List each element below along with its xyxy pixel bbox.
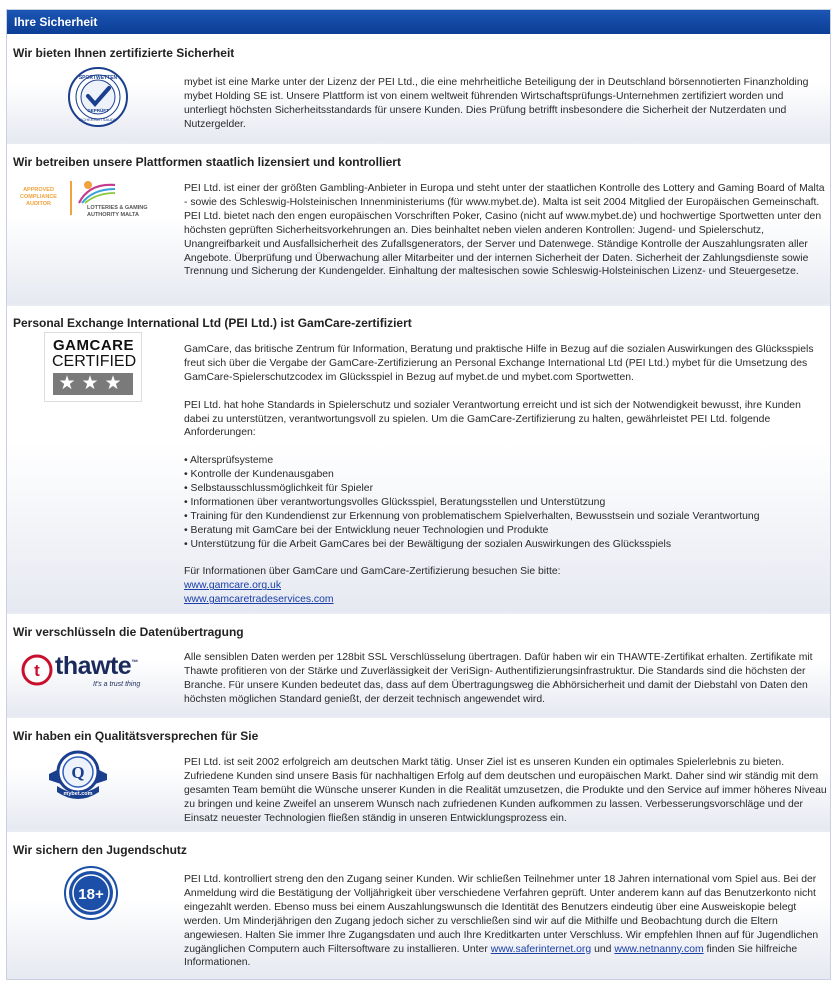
- netnanny-link[interactable]: www.netnanny.com: [614, 943, 704, 955]
- thawte-icon: [21, 652, 161, 692]
- section-text: [184, 76, 827, 132]
- gamcare-stars: ★★★: [53, 373, 133, 395]
- section-title: Wir sichern den Jugendschutz: [13, 843, 187, 857]
- section-title: Personal Exchange International Ltd (PEI Ltd.) ist GamCare-zertifiziert: [13, 316, 412, 330]
- gamcare-link[interactable]: www.gamcare.org.uk: [184, 580, 282, 592]
- mybet-quality-seal-icon: [45, 748, 111, 800]
- seal-mid-text: GEPRÜFT: [87, 108, 109, 113]
- section-text: [184, 873, 827, 970]
- thawte-tagline: It's a trust thing: [93, 681, 141, 688]
- seal-ribbon-text: mybet.com: [63, 791, 93, 797]
- paragraph: PEI Ltd. hat hohe Standards in Spielerschutz und sozialer Verantwortung erreicht und ist sich der Notwendigkeit bewusst, ihre Kunden dabei zu unterstützen, verantwortungsvoll zu spielen. Um die GamCare-Zertifizierung zu halten, gewährleistet PEI Ltd. folgende Anforderungen:: [184, 399, 801, 439]
- section-licensed-platform: [7, 144, 830, 304]
- lgam-text: LOTTERIES & GAMING AUTHORITY MALTA: [87, 205, 148, 218]
- list-item: • Training für den Kundendienst zur Erkennung von problematischem Spielverhalten, Bewusstsein und soziale Verantwortung: [184, 510, 827, 524]
- section-quality-promise: [7, 718, 830, 830]
- paragraph: GamCare, das britische Zentrum für Information, Beratung und praktische Hilfe in Bezug auf die sozialen Auswirkungen des Glücksspiels freut sich über die Vergabe der GamCare-Zertifizierung an Personal Exchange International Ltd (PEI Ltd.) mybet für die Umsetzung des GamCare-Spielerschutzcodex im Glücksspiel in Bezug auf mybet.de und mybet.com Sportwetten.: [184, 344, 814, 383]
- section-certified-security: [7, 34, 830, 142]
- section-youth-protection: [7, 832, 830, 979]
- section-title: Wir haben ein Qualitätsversprechen für Sie: [13, 729, 259, 743]
- certification-seal-icon: [67, 66, 129, 128]
- gamcare-certified-icon: [44, 332, 142, 402]
- list-item: • Selbstausschlussmöglichkeit für Spieler: [184, 482, 827, 496]
- section-title: Wir betreiben unsere Plattformen staatlich lizensiert und kontrolliert: [13, 155, 401, 169]
- age-label: 18+: [78, 886, 104, 903]
- list-item: • Beratung mit GamCare bei der Entwicklung neuer Technologien und Produkte: [184, 524, 827, 538]
- section-title: Wir verschlüsseln die Datenübertragung: [13, 625, 244, 639]
- section-encryption: [7, 614, 830, 716]
- age-18-plus-icon: [63, 865, 119, 921]
- paragraph: PEI Ltd. kontrolliert streng den den Zugang seiner Kunden. Wir schließen Teilnehmer unter 18 Jahren international vom Spiel aus. Bei der Anmeldung wird die Bestätigung der Volljährigkeit über verschiedene Verfahren geprüft. Unter anderem kann auf das Benutzerkonto nicht eingezahlt werden. Ebenso muss bei einem Auszahlungswunsch die Identität des Benutzers eindeutig über eine Ausweiskopie belegt werden. Um Minderjährigen den Zugang jedoch sicher zu verschließen sind wir auf die Mithilfe und Beobachtung durch die Eltern angewiesen. Halten Sie immer Ihre Zugangsdaten und auch Ihre Kreditkarten unter Verschluss. Wir empfehlen Ihnen auf für Jugendlichen zugänglichen Computern auch Filtersoftware zu installieren. Unter www.saferinternet.org und www.netnanny.com finden Sie hilfreiche Informationen.: [184, 874, 819, 969]
- gamcare-line2: CERTIFIED: [52, 353, 137, 370]
- section-gamcare: [7, 306, 830, 612]
- section-text: [184, 651, 827, 707]
- thawte-name: thawte™: [55, 652, 138, 680]
- list-item: • Unterstützung für die Arbeit GamCares bei der Bewältigung der sozialen Auswirkungen des Glücksspiels: [184, 538, 827, 552]
- panel-title: Ihre Sicherheit: [7, 10, 830, 34]
- gamcare-trade-link[interactable]: www.gamcaretradeservices.com: [184, 594, 334, 606]
- approved-auditor-text: APPROVED COMPLIANCE AUDITOR: [20, 187, 57, 207]
- paragraph: Alle sensiblen Daten werden per 128bit SSL Verschlüsselung übertragen. Dafür haben wir ein THAWTE-Zertifikat erhalten. Zertifikate mit Thawte profitieren von der Stärke und Zuverlässigkeit der VeriSign- Authentifizierungsinfrastruktur. Die Standards sind die höchsten der Branche. Für unsere Kunden bedeutet das, dass auf dem Übertragungsweg die Abhörsicherheit und damit der Diebstahl von Daten den höchsten möglichen Standard genießt, der derzeit technisch angewendet wird.: [184, 652, 813, 705]
- list-item: • Informationen über verantwortungsvolles Glücksspiel, Beratungsstellen und Unterstützung: [184, 496, 827, 510]
- gamcare-line1: GAMCARE: [53, 337, 134, 354]
- seal-bottom-text: SICHERHEITSAUDIT: [78, 117, 118, 122]
- section-text: [184, 182, 827, 279]
- list-item: • Altersprüfsysteme: [184, 454, 827, 468]
- section-title: Wir bieten Ihnen zertifizierte Sicherheit: [13, 46, 235, 60]
- security-panel: [6, 9, 831, 980]
- paragraph: mybet ist eine Marke unter der Lizenz der PEI Ltd., die eine mehrheitliche Beteiligung der in Deutschland börsennotierten Finanzholding mybet Holding SE ist. Unsere Plattform ist von einem weltweit führenden Wirtschaftsprüfungs-Unternehmen zertifiziert worden und unterliegt höchsten Sicherheitsstandards für unsere Kunden. Dies Prüfung betrifft insbesondere die Sicherheit der Nutzerdaten und Nutzergelder.: [184, 77, 809, 130]
- lotteries-gaming-authority-malta-icon: [11, 177, 176, 221]
- requirements-list: [184, 454, 827, 551]
- thawte-mark: t: [34, 661, 40, 680]
- gamcare-info: Für Informationen über GamCare und GamCare-Zertifizierung besuchen Sie bitte:: [184, 566, 561, 578]
- malta-swoosh-icon: [77, 179, 117, 205]
- saferinternet-link[interactable]: www.saferinternet.org: [490, 943, 592, 955]
- section-text: [184, 343, 827, 607]
- paragraph: PEI Ltd. ist seit 2002 erfolgreich am deutschen Markt tätig. Unser Ziel ist es unseren Kunden ein optimales Spielerlebnis zu bieten. Zufriedene Kunden sind unsere Basis für nachhaltigen Erfolg auf dem deutschen und europäischen Markt. Daher sind wir ständig mit dem gesamten Team bemüht die Wünsche unserer Kunden in die Realität umzusetzen, die Produkte und den Service auf immer höheres Niveau zu bringen und keine Zweifel an unserem Wunsch nach zufriedenen Kunden aufkommen zu lassen. Verbesserungsvorschläge und der Einsatz neuester Technologien fließen ständig in unseren Entwicklungsprozess ein.: [184, 757, 827, 824]
- paragraph: PEI Ltd. ist einer der größten Gambling-Anbieter in Europa und steht unter der staatlichen Kontrolle des Lottery and Gaming Board of Malta - sowie des Schleswig-Holsteinischen Innenministeriums (für www.mybet.de). Malta ist seit 2004 Mitglied der Europäischen Gemeinschaft. PEI Ltd. bietet nach den engen europäischen Vorschriften Poker, Casino (nicht auf www.mybet.de) und hochwertige Sportwetten unter den höchsten geprüften Sicherheitsvorkehrungen an. Dies beinhaltet neben vielen anderen Kontrollen: Jugend- und Spielerschutz, Unangreifbarkeit und Ausfallsicherheit des Zufallsgenerators, der Server und Datenwege. Ständige Kontrolle der Auszahlungsraten aller Angebote. Überprüfung und Überwachung aller Mitarbeiter und der internen Sicherheit der Daten. Sicherheit der Zahlungsdienste sowie Trennung und Sicherung der Kundengelder. Einhaltung der maltesischen sowie Schleswig-Holsteinischen Lizenz- und Steuergesetze.: [184, 183, 825, 278]
- seal-top-text: SPORTWETTEN: [78, 75, 118, 81]
- seal-letter: Q: [71, 763, 85, 782]
- list-item: • Kontrolle der Kundenausgaben: [184, 468, 827, 482]
- section-text: [184, 756, 827, 826]
